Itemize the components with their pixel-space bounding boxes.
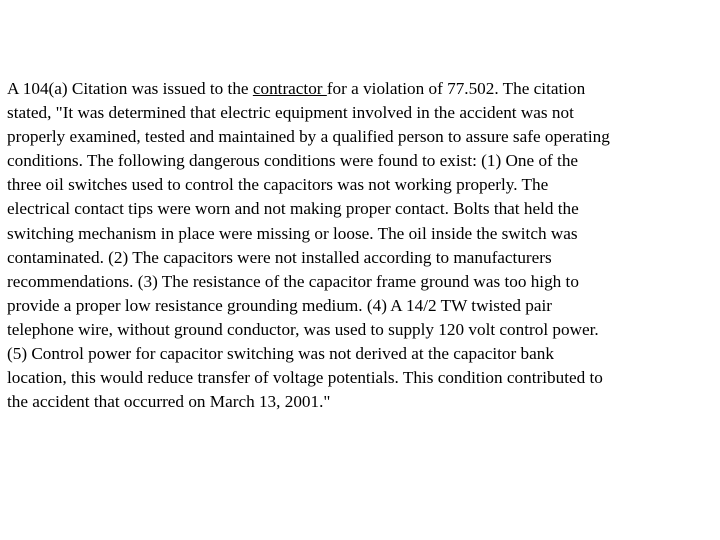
text-line — [7, 77, 713, 101]
text-line: stated, "It was determined that electric equipment involved in the accident was not — [7, 103, 574, 123]
text-line: conditions. The following dangerous conditions were found to exist: (1) One of the — [7, 151, 579, 171]
text-segment: A 104(a) Citation was issued to the — [7, 79, 253, 98]
text-line: location, this would reduce transfer of voltage potentials. This condition contributed to — [7, 368, 603, 388]
text-line: properly examined, tested and maintained by a qualified person to assure safe operating — [7, 127, 610, 147]
text-segment: for a violation of 77.502. The citation — [326, 79, 586, 98]
text-line: provide a proper low resistance grounding medium. (4) A 14/2 TW twisted pair — [7, 295, 552, 315]
text-line: switching mechanism in place were missing or loose. The oil inside the switch was — [7, 223, 578, 243]
text-line: (5) Control power for capacitor switching was not derived at the capacitor bank — [7, 344, 554, 364]
text-line: three oil switches used to control the capacitors was not working properly. The — [7, 175, 549, 195]
contractor-term: contractor — [252, 79, 327, 98]
citation-paragraph — [7, 77, 713, 414]
text-line: telephone wire, without ground conductor, was used to supply 120 volt control power. — [7, 319, 599, 339]
text-line: electrical contact tips were worn and not making proper contact. Bolts that held the — [7, 199, 579, 219]
text-line: the accident that occurred on March 13, 2001." — [7, 392, 331, 412]
text-line: recommendations. (3) The resistance of the capacitor frame ground was too high to — [7, 271, 579, 291]
text-line: contaminated. (2) The capacitors were not installed according to manufacturers — [7, 247, 552, 267]
